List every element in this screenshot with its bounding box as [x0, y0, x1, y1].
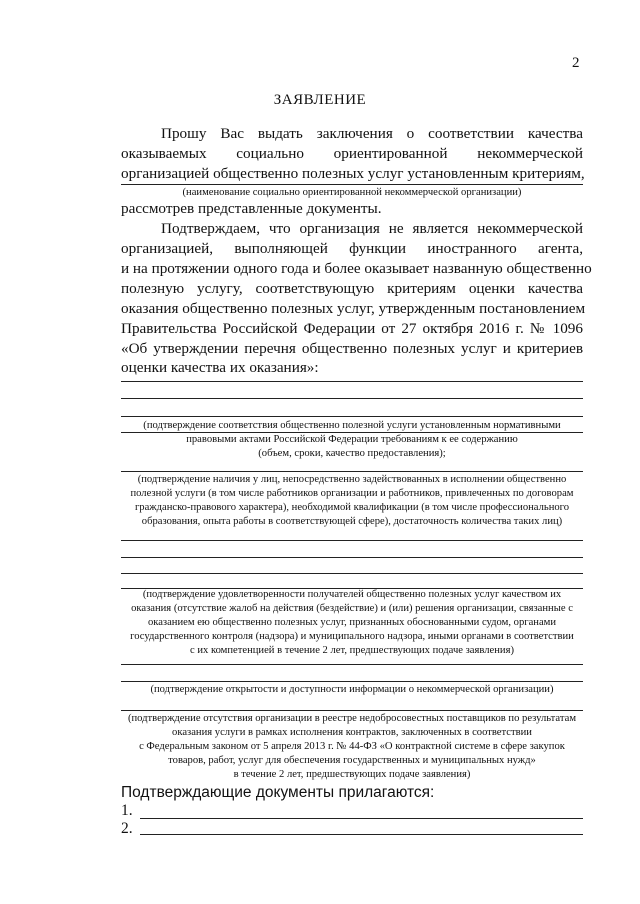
- fill-line[interactable]: [121, 471, 583, 472]
- fill-line[interactable]: [121, 381, 583, 382]
- docs-reviewed-text: рассмотрев представленные документы.: [121, 200, 382, 217]
- attachment-field-1[interactable]: [140, 818, 583, 819]
- confirm-line-8: оценки качества их оказания»:: [121, 359, 319, 376]
- attached-docs-label: Подтверждающие документы прилагаются:: [121, 784, 435, 801]
- attachment-field-2[interactable]: [140, 834, 583, 835]
- fill-line[interactable]: [121, 398, 583, 399]
- caption-recipient-satisfaction: (подтверждение удовлетворенности получателей общественно полезных услуг качеством их оказания (отсутствие жалоб на действия (бездействие) и (или) решения организации, связанные с оказанием ею общественно полезных услуг, признанных обоснованными судом, органами государственного контроля (надзора) и муниципального надзора, иными органами в соответствии с их компетенцией в течение 2 лет, предшествующих подаче заявления): [130, 589, 574, 656]
- attachment-number-2: 2.: [121, 820, 133, 837]
- confirm-line-3: и на протяжении одного года и более оказывает названную общественно: [121, 260, 592, 277]
- confirm-line-5: оказания общественно полезных услуг, утвержденным постановлением: [121, 300, 586, 317]
- fill-line[interactable]: [121, 540, 583, 541]
- confirm-line-7: «Об утверждении перечня общественно полезных услуг и критериев: [121, 340, 583, 357]
- fill-line[interactable]: [121, 681, 583, 682]
- caption-service-compliance: (подтверждение соответствия общественно полезной услуги установленным нормативными правовыми актами Российской Федерации требованиям к ее содержанию (объем, сроки, качество предоставления);: [143, 420, 561, 459]
- attachment-number-1: 1.: [121, 802, 133, 819]
- org-name-line[interactable]: [121, 184, 583, 185]
- caption-staff-qualification: (подтверждение наличия у лиц, непосредственно задействованных в исполнении общественно полезной услуги (в том числе работников организации и работников, привлеченных по договорам гражданско-правового характера), необходимой квалификации (в том числе профессионального образования, опыта работы в соответствующей сфере), достаточность количества таких лиц): [130, 474, 574, 527]
- confirm-line-2: организацией, выполняющей функции иностранного агента,: [121, 240, 583, 257]
- fill-line[interactable]: [121, 416, 583, 417]
- request-line-2: оказываемых социально ориентированной некоммерческой: [121, 145, 583, 162]
- fill-line[interactable]: [121, 573, 583, 574]
- document-title: ЗАЯВЛЕНИЕ: [273, 92, 367, 108]
- confirm-line-4: полезную услугу, соответствующую критериям оценки качества: [121, 280, 583, 297]
- request-line-1: Прошу Вас выдать заключения о соответствии качества: [161, 125, 583, 142]
- confirm-line-6: Правительства Российской Федерации от 27 октября 2016 г. № 1096: [121, 320, 583, 337]
- fill-line[interactable]: [121, 710, 583, 711]
- fill-line[interactable]: [121, 557, 583, 558]
- request-line-3: организацией общественно полезных услуг установленным критериям,: [121, 165, 585, 182]
- caption-unscrupulous-suppliers: (подтверждение отсутствия организации в реестре недобросовестных поставщиков по результатам оказания услуги в рамках исполнения контрактов, заключенных в соответствии с Федеральным законом от 5 апреля 2013 г. № 44-ФЗ «О контрактной системе в сфере закупок товаров, работ, услуг для обеспечения государственных и муниципальных нужд» в течение 2 лет, предшествующих подаче заявления): [127, 713, 577, 780]
- confirm-line-1: Подтверждаем, что организация не является некоммерческой: [161, 220, 583, 237]
- org-name-caption: (наименование социально ориентированной некоммерческой организации): [182, 187, 522, 198]
- fill-line[interactable]: [121, 664, 583, 665]
- caption-information-openness: (подтверждение открытости и доступности информации о некоммерческой организации): [150, 684, 554, 695]
- page-number: 2: [572, 55, 580, 71]
